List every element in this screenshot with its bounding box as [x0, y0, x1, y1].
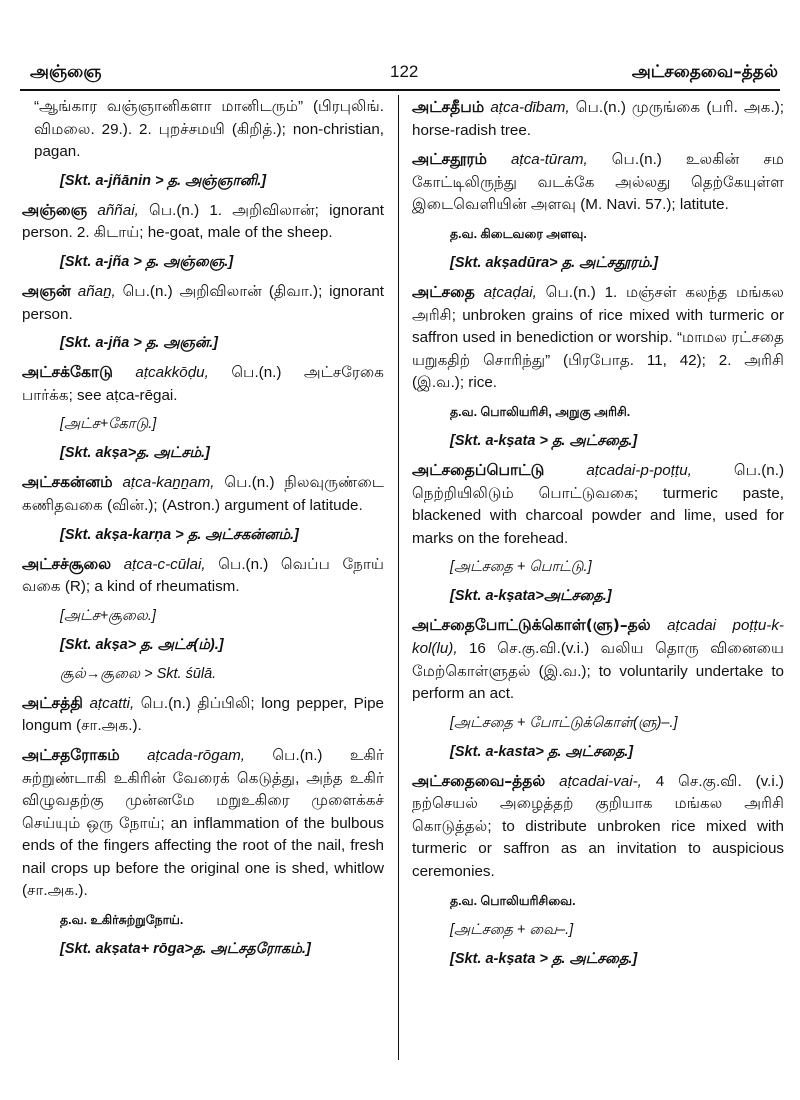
entry-headword: அட்சதை [412, 282, 475, 301]
entry-definition: “ஆங்கார வஞ்ஞானிகளா மானிடரும்” (பிரபுலிங். விமலை. 29.). 2. புறச்சமயி (கிறித்.); non-christian, pagan. [34, 98, 384, 161]
entry-headword: அஞ்ஞை [22, 200, 88, 219]
etymology-note: [அட்சதை + போட்டுக்கொள்(ளு)–.] [450, 714, 678, 731]
entry-definition: பெ.(n.) உலகின் சம கோட்டிலிருந்து வடக்கே அல்லது தெற்கேயுள்ள இடைவெளியின் அளவு (M. Navi. 57.); latitute. [412, 151, 784, 214]
dictionary-entry [22, 280, 384, 326]
etymology-note: [அட்சதை + வை–.] [450, 921, 574, 938]
entry-transliteration: añaṉ, [77, 282, 116, 300]
etymology-note: [Skt. a-kṣata>அட்சதை.] [450, 588, 612, 605]
entry-transliteration: aṭcatti, [89, 694, 135, 712]
dictionary-entry [22, 199, 384, 245]
etymology-note: [Skt. a-jña > த. அஞன்.] [60, 335, 218, 352]
entry-transliteration: aṭcadai-vai-, [559, 772, 642, 790]
page-number: 122 [390, 62, 419, 81]
etymology-note: [அட்ச+கோடு.] [60, 416, 157, 433]
entry-headword: அட்சகன்னம் [22, 473, 113, 492]
entry-definition: 4 செ.கு.வி. (v.i.) நற்செயல் அழைத்தற் குறியாக மங்கல அரிசி கொடுத்தல்; to distribute unbroken rice mixed with turmeric or saffron as an invitation to auspicious ceremonies. [412, 772, 784, 881]
entry-headword: அட்சத்தி [22, 693, 83, 712]
etymology-note: [Skt. akṣadūra> த. அட்சதூரம்.] [450, 254, 659, 271]
entry-headword: அட்சதரோகம் [22, 745, 120, 764]
dictionary-entry [22, 553, 384, 599]
header-rule [20, 89, 780, 91]
dictionary-entry [22, 361, 384, 407]
entry-transliteration: aṭcakkōḍu, [135, 364, 209, 382]
dictionary-entry [22, 96, 384, 164]
entry-headword: அட்சதைப்பொட்டு [412, 460, 545, 479]
etymology-note: [Skt. a-kṣata > த. அட்சதை.] [450, 950, 638, 967]
tamil-equivalent: த.வ. கிடைவரை அளவு. [450, 226, 587, 241]
entry-definition: பெ.(n.) வெப்ப நோய் வகை (R); a kind of rheumatism. [22, 555, 384, 596]
entry-headword: அட்சதைபோட்டுக்கொள்(ளு)–தல் [412, 616, 651, 635]
tamil-equivalent: த.வ. உகிர்சுற்றுநோய். [60, 913, 184, 928]
dictionary-entry [22, 692, 384, 738]
entry-transliteration: aṭcada-rōgam, [147, 746, 246, 764]
entry-headword: அட்சச்சூலை [22, 554, 112, 573]
dictionary-entry [22, 471, 384, 517]
header-right-guideword: அட்சதைவை–த்தல் [631, 62, 778, 82]
entry-definition: பெ.(n.) அறிவிலான் (திவா.); ignorant person. [22, 282, 384, 323]
header-left-guideword: அஞ்ஞை [30, 62, 102, 82]
etymology-note: [Skt. a-jña > த. அஞ்ஞை.] [60, 253, 234, 270]
entry-headword: அட்சதீபம் [412, 98, 485, 116]
etymology-note: [Skt. akṣata+ rōga>த. அட்சதரோகம்.] [60, 941, 311, 958]
entry-headword: அஞன் [22, 281, 71, 300]
entry-transliteration: aṭca-kaṉṉam, [122, 474, 215, 492]
entry-definition: பெ.(n.) திப்பிலி; long pepper, Pipe longum (சா.அக.). [22, 694, 384, 735]
entry-definition: பெ.(n.) நெற்றியிலிடும் பொட்டுவகை; turmeric paste, blackened with charcoal powder and lime, used for marks on the forehead. [412, 461, 784, 547]
left-column [22, 96, 384, 967]
etymology-note: [Skt. a-jñānin > த. அஞ்ஞானி.] [60, 172, 267, 189]
etymology-note: [Skt. akṣa-karṇa > த. அட்சகன்னம்.] [60, 526, 299, 543]
etymology-note: [Skt. akṣa> த. அட்ச(ம்).] [60, 636, 224, 653]
entry-definition: 16 செ.கு.வி.(v.i.) வலிய தொரு வினையை மேற்கொள்ளுதல் (இ.வ.); to voluntarily undertake to perform an act. [412, 639, 784, 703]
etymology-note: [Skt. a-kṣata > த. அட்சதை.] [450, 432, 638, 449]
entry-headword: அட்சதூரம் [412, 150, 487, 169]
entry-definition: பெ.(n.) உகிர் சுற்றுண்டாகி உகிரின் வேரைக் கெடுத்து, அந்த உகிர் விழுவதற்கு முன்னமே மறுஉகிரை முளைக்கச் செய்யும் ஒரு நோய்; an inflammation of the bulbous ends of the fingers affecting the root of the nail, fresh nail crops up before the original one is shed, whitlow (சா.அக.). [22, 746, 384, 900]
column-divider [398, 95, 399, 1060]
etymology-note: [அட்ச+சூலை.] [60, 607, 156, 624]
etymology-note: [Skt. a-kasta> த. அட்சதை.] [450, 743, 634, 760]
dictionary-entry [412, 614, 784, 705]
dictionary-entry [412, 96, 784, 142]
dictionary-entry [412, 459, 784, 550]
right-column [412, 96, 784, 977]
entry-definition: பெ.(n.) 1. அறிவிலான்; ignorant person. 2. கிடாய்; he-goat, male of the sheep. [22, 201, 384, 242]
entry-headword: அட்சக்கோடு [22, 363, 113, 382]
entry-transliteration: aṭca-dībam, [490, 99, 570, 116]
entry-transliteration: aṭca-c-cūlai, [123, 555, 206, 573]
entry-transliteration: aṭcadai-p-poṭṭu, [586, 461, 692, 479]
dictionary-entry [412, 770, 784, 884]
etymology-note: [அட்சதை + பொட்டு.] [450, 559, 592, 576]
entry-definition: பெ.(n.) அட்சரேகை பார்க்க; see aṭca-rēgai. [22, 364, 384, 404]
entry-transliteration: aṭcaḍai, [483, 283, 537, 301]
entry-transliteration: aṭcadai poṭṭu-k-kol(lu), [412, 617, 784, 657]
etymology-note: சூல்→சூலை > Skt. śūlā. [60, 665, 217, 682]
etymology-note: [Skt. akṣa>த. அட்சம்.] [60, 445, 210, 462]
dictionary-entry [22, 744, 384, 903]
entry-transliteration: aññai, [97, 201, 139, 219]
dictionary-entry [412, 281, 784, 395]
entry-definition: பெ.(n.) முருங்கை (பரி. அக.); horse-radish tree. [412, 99, 784, 139]
entry-transliteration: aṭca-tūram, [510, 151, 588, 169]
dictionary-entry [412, 148, 784, 217]
tamil-equivalent: த.வ. பொலியரிசி, அறுகு அரிசி. [450, 404, 631, 419]
page-header [20, 62, 778, 86]
entry-headword: அட்சதைவை–த்தல் [412, 771, 546, 790]
tamil-equivalent: த.வ. பொலியரிசிவை. [450, 893, 576, 908]
entry-definition: பெ.(n.) 1. மஞ்சள் கலந்த மங்கல அரிசி; unbroken grains of rice mixed with turmeric or saffron used in benediction or worship. “மாமல ரட்சதை யறுகதிற் சொரிந்து” (பிரபோத. 11, 42); 2. அரிசி (இ.வ.); rice. [412, 283, 784, 392]
entry-definition: பெ.(n.) நிலவுருண்டை கணிதவகை (வின்.); (Astron.) argument of latitude. [22, 474, 384, 514]
